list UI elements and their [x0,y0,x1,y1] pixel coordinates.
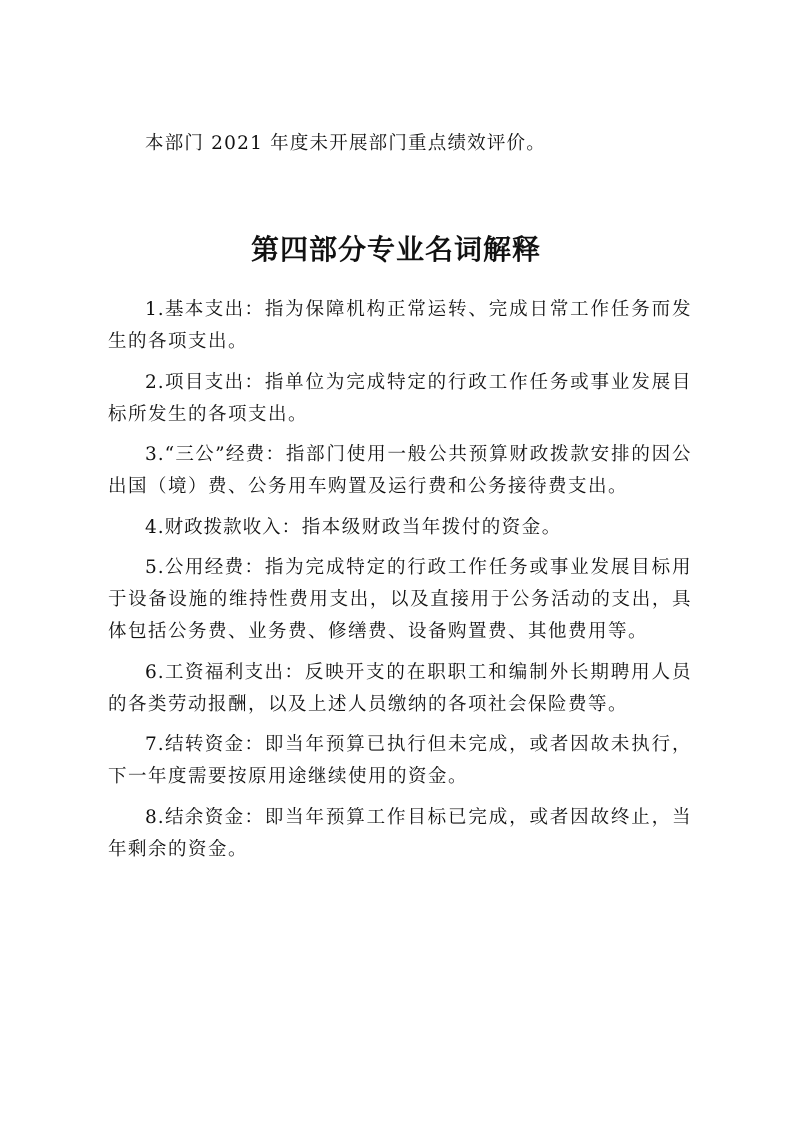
term-definition: 反映开支的在职职工和编制外长期聘用人员的各类劳动报酬，以及上述人员缴纳的各项社会保险费等。 [108,661,692,715]
term-item [108,729,692,793]
term-definition: 指单位为完成特定的行政工作任务或事业发展目标所发生的各项支出。 [108,371,692,425]
term-definition: 即当年预算工作目标已完成，或者因故终止，当年剩余的资金。 [108,806,692,860]
term-number: 5. [145,557,165,578]
term-item [108,512,692,544]
term-number: 7. [145,734,165,755]
term-item [108,367,692,431]
term-definition: 指为完成特定的行政工作任务或事业发展目标用于设备设施的维持性费用支出，以及直接用于公务活动的支出，具体包括公务费、业务费、修缮费、设备购置费、其他费用等。 [108,557,692,642]
term-separator: ： [265,444,286,465]
term-separator: ： [244,806,265,828]
term-definition: 指部门使用一般公共预算财政拨款安排的因公出国（境）费、公务用车购置及运行费和公务接待费支出。 [108,444,692,497]
term-name: 财政拨款收入 [164,516,282,538]
term-item [108,802,692,866]
term-separator: ： [284,661,305,683]
term-number: 4. [145,516,165,538]
term-number: 3. [145,444,165,465]
term-separator: ： [281,516,302,538]
term-name: 工资福利支出 [164,661,285,683]
section-title: 第四部分专业名词解释 [250,233,541,266]
term-number: 6. [145,661,165,683]
term-number: 2. [145,371,165,393]
term-separator: ： [244,734,265,755]
term-name: 基本支出 [164,299,245,320]
term-definition: 即当年预算已执行但未完成，或者因故未执行，下一年度需要按原用途继续使用的资金。 [108,734,692,787]
term-name: 项目支出 [164,371,245,393]
term-name: 结转资金 [164,734,245,755]
term-definitions-list [108,294,692,874]
term-name: 结余资金 [164,806,245,828]
term-item [108,552,692,648]
term-item [108,657,692,721]
term-separator: ： [244,557,265,578]
term-name: “三公”经费 [164,444,266,465]
term-separator: ： [244,371,265,393]
term-item [108,294,692,358]
term-item [108,439,692,503]
term-definition: 指本级财政当年拨付的资金。 [301,516,562,538]
term-separator: ： [244,299,265,320]
term-definition: 指为保障机构正常运转、完成日常工作任务而发生的各项支出。 [108,299,692,352]
term-number: 8. [145,806,165,828]
intro-paragraph: 本部门 2021 年度未开展部门重点绩效评价。 [145,133,546,154]
term-name: 公用经费 [164,557,245,578]
term-number: 1. [145,299,165,320]
